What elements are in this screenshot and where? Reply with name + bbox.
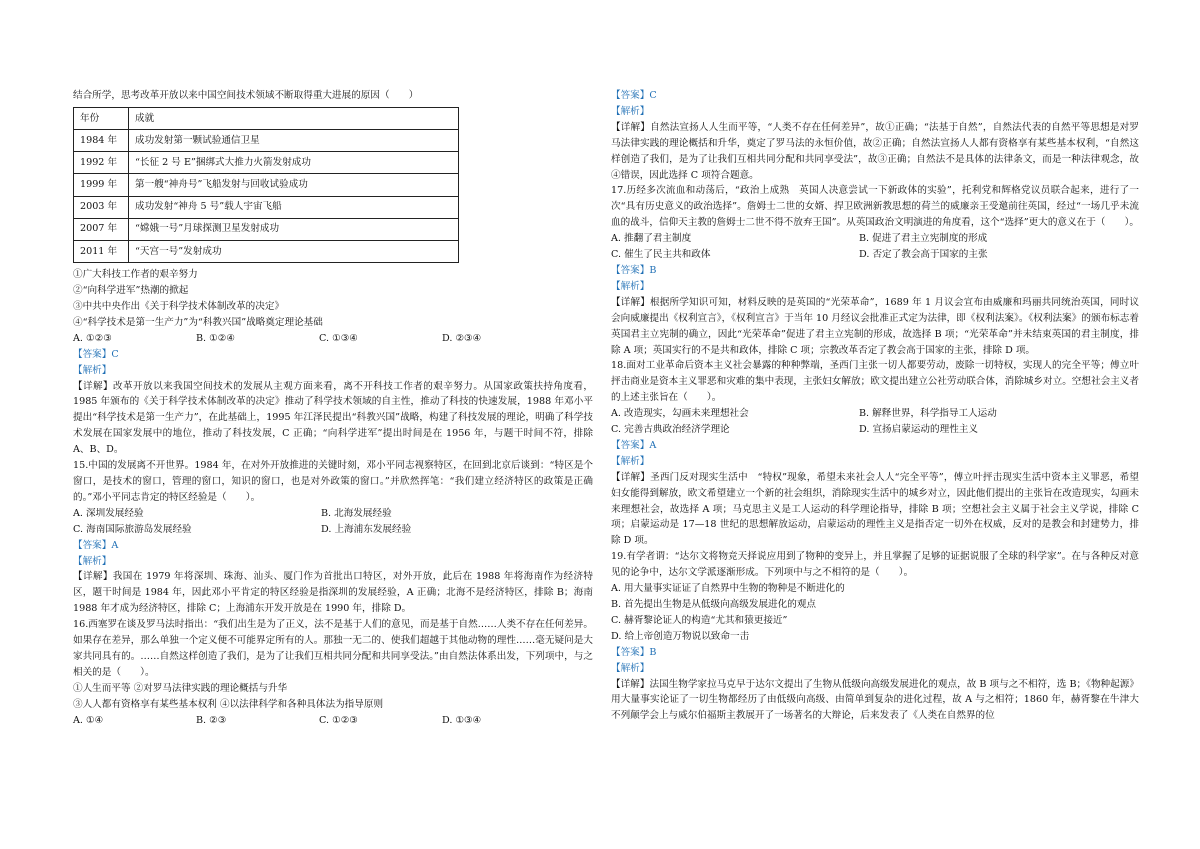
- table-cell-achievement: 成功发射第一颗试验通信卫星: [129, 130, 459, 152]
- left-column: [73, 88, 593, 729]
- q17-answer: 【答案】B: [611, 264, 657, 276]
- table-header-row: [74, 107, 459, 129]
- q16-options: [73, 713, 593, 729]
- q14-answer: 【答案】C: [73, 348, 119, 360]
- table-cell-achievement: 第一艘“神舟号”飞船发射与回收试验成功: [129, 174, 459, 196]
- table-cell-achievement: “长征 2 号 E”捆绑式大推力火箭发射成功: [129, 152, 459, 174]
- q15-stem: 15.中国的发展离不开世界。1984 年，在对外开放推进的关键时刻，邓小平同志视察特区，在回到北京后谈到：“特区是个窗口，是技术的窗口，管理的窗口，知识的窗口，也是对外政策的窗口。”并欣然挥笔：“我们建立经济特区的政策是正确的。”邓小平同志肯定的特区经验是（ ）。: [73, 460, 593, 503]
- q17-analysis-label: 【解析】: [611, 280, 650, 292]
- q18-options-row1: [611, 406, 1139, 422]
- q14-options: [73, 331, 593, 347]
- q17-detail: 【详解】根据所学知识可知，材料反映的是英国的“光荣革命”，1689 年 1 月议会宣布由威廉和玛丽共同统治英国，同时议会向威廉提出《权利宣言》，《权利宣言》于当年 10 月经议会批准正式定为法律，即《权利法案》。《权利法案》的颁布标志着英国君主立宪制的确立，因此“光荣革命”促进了君主立宪制的形成，故选择 B 项；“光荣革命”并未结束英国的君主制度，排除 A 项；英国实行的不是共和政体，排除 C 项；宗教改革否定了教会高于国家的主张，排除 D 项。: [611, 296, 1139, 356]
- table-header-year: 年份: [74, 107, 129, 129]
- q19-option-c: C. 赫胥黎论证人的构造“尤其和猿更接近”: [611, 614, 788, 626]
- q18-option-c: C. 完善古典政治经济学理论: [611, 424, 730, 436]
- q18-option-d: D. 宣扬启蒙运动的理性主义: [859, 424, 978, 436]
- q15-answer: 【答案】A: [73, 539, 119, 551]
- q18-stem: 18.面对工业革命后资本主义社会暴露的种种弊端，圣西门主张一切人都要劳动，废除一切特权，实现人的完全平等；傅立叶抨击商业是资本主义罪恶和灾难的集中表现，主张妇女解放；欧文提出建立公社劳动联合体，消除城乡对立。空想社会主义者的上述主张旨在（ ）。: [611, 360, 1139, 404]
- q16-items-1: ①人生而平等 ②对罗马法律实践的理论概括与升华: [73, 682, 288, 694]
- q17-stem: 17.历经多次流血和动荡后，“政治上成熟 英国人决意尝试一下新政体的实验”，托利党和辉格党议员联合起来，进行了一次“具有历史意义的政治选择”。詹姆士二世的女婿、捍卫欧洲新教思想的荷兰的威廉亲王受邀前往英国，经过“一场几乎未流血的战斗，信仰天主教的詹姆士二世不得不放弃王国”。从英国政治文明演进的角度看，这个“选择”更大的意义在于（ ）。: [611, 185, 1139, 229]
- table-cell-achievement: “嫦娥一号”月球探测卫星发射成功: [129, 218, 459, 240]
- q14-detail: 【详解】改革开放以来我国空间技术的发展从主观方面来看，离不开科技工作者的艰辛努力。从国家政策扶持角度看，1985 年颁布的《关于科学技术体制改革的决定》推动了科学技术领域的自主性，推动了科技的快速发展，1988 年邓小平提出“科学技术是第一生产力”，在此基础上，1995 年江泽民提出“科教兴国”战略，构建了科技发展的理论，明确了科学技术发展在国家发展中的地位，推动了科技发展，C 正确；“向科学进军”提出时间是在 1956 年，与题干时间不符，排除 A、B、D。: [73, 380, 593, 456]
- q15-option-d: D. 上海浦东发展经验: [321, 523, 412, 535]
- q17-options-row1: [611, 231, 1139, 247]
- q16-option-b: B. ②③: [196, 714, 227, 726]
- q16-detail: 【详解】自然法宣扬人人生而平等，“人类不存在任何差异”，故①正确；“法基于自然”，自然法代表的自然平等思想是对罗马法律实践的理论概括和升华，奠定了罗马法的永恒价值，故②正确；自然法宣扬人人都有资格享有某些基本权利，“自然这样创造了我们，是为了让我们互相共同分配和共同享受法”，故③正确；自然法不是具体的法律条文，而是一种法律观念，故④错误，因此选择 C 项符合题意。: [611, 121, 1139, 181]
- q15-analysis-label: 【解析】: [73, 555, 112, 567]
- q16-option-d: D. ①③④: [442, 714, 482, 726]
- table-cell-year: 1999 年: [74, 174, 129, 196]
- q19-option-b: B. 首先提出生物是从低级向高级发展进化的观点: [611, 599, 817, 610]
- q19-detail: 【详解】法国生物学家拉马克早于达尔文提出了生物从低级向高级发展进化的观点，故 B 项与之不相符，选 B；《物种起源》用大量事实论证了一切生物都经历了由低级向高级、由简单到复杂的进化过程，故 A 与之相符；1860 年，赫胥黎在牛津大不列颠学会上与威尔伯福斯主教展开了一场著名的大辩论，后来发表了《人类在自然界的位: [611, 678, 1139, 722]
- achievement-table: [73, 107, 459, 263]
- q18-option-a: A. 改造现实，勾画未来理想社会: [611, 408, 749, 420]
- q18-answer: 【答案】A: [611, 439, 657, 451]
- table-cell-year: 1984 年: [74, 130, 129, 152]
- q17-option-a: A. 推翻了君主制度: [611, 233, 692, 245]
- table-cell-achievement: 成功发射“神舟 5 号”载人宇宙飞船: [129, 196, 459, 218]
- q18-option-b: B. 解释世界，科学指导工人运动: [859, 408, 997, 420]
- q15-option-c: C. 海南国际旅游岛发展经验: [73, 523, 192, 535]
- table-row: [74, 130, 459, 152]
- table-cell-year: 2011 年: [74, 241, 129, 263]
- q19-stem: 19.有学者谓：“达尔文将物竞天择说应用到了物种的变异上，并且掌握了足够的证据说服了全球的科学家”。在与各种反对意见的论争中，达尔文学派逐渐形成。下列项中与之不相符的是（ ）。: [611, 551, 1139, 579]
- q14-stem: 结合所学，思考改革开放以来中国空间技术领域不断取得重大进展的原因（ ）: [73, 90, 419, 101]
- q18-options-row2: [611, 422, 1139, 438]
- q16-items-2: ③人人都有资格享有某些基本权利 ④以法律科学和各种具体法为指导原则: [73, 698, 384, 710]
- q19-analysis-label: 【解析】: [611, 662, 650, 674]
- q14-option-b: B. ①②④: [196, 332, 235, 344]
- table-row: [74, 152, 459, 174]
- q17-option-c: C. 催生了民主共和政体: [611, 249, 711, 261]
- q15-options-row1: [73, 506, 593, 522]
- q16-stem: 16.西塞罗在谈及罗马法时指出：“我们出生是为了正义，法不是基于人们的意见，而是基于自然……人类不存在任何差异。如果存在差异，那么单独一个定义便不可能界定所有的人。那独一无二的、使我们超越于其他动物的理性……毫无疑问是大家共同具有的。……自然这样创造了我们，是为了让我们互相共同分配和共同享受法。”由自然法体系出发，下列项中，与之相关的是（ ）。: [73, 619, 593, 678]
- q16-option-c: C. ①②③: [319, 714, 358, 726]
- table-row: [74, 241, 459, 263]
- table-cell-year: 2003 年: [74, 196, 129, 218]
- q16-option-a: A. ①④: [73, 714, 104, 726]
- q15-option-b: B. 北海发展经验: [321, 507, 392, 519]
- q15-option-a: A. 深圳发展经验: [73, 507, 144, 519]
- q14-analysis-label: 【解析】: [73, 364, 112, 376]
- q14-item-4: ④“科学技术是第一生产力”为“科教兴国”战略奠定理论基础: [73, 316, 323, 328]
- table-cell-achievement: “天宫一号”发射成功: [129, 241, 459, 263]
- q14-option-d: D. ②③④: [442, 332, 482, 344]
- q17-option-d: D. 否定了教会高于国家的主张: [859, 249, 988, 261]
- q17-option-b: B. 促进了君主立宪制度的形成: [859, 233, 988, 245]
- q18-detail: 【详解】圣西门反对现实生活中 “特权”现象，希望未来社会人人“完全平等”，傅立叶抨击现实生活中资本主义罪恶，希望妇女能得到解放，欧文希望建立一个新的社会组织，消除现实生活中的城乡对立，因此他们提出的主张旨在改造现实，勾画未来理想社会，故选择 A 项；马克思主义是工人运动的科学理论指导，排除 B 项；空想社会主义属于社会主义学说，排除 C 项；启蒙运动是 17—18 世纪的思想解放运动，启蒙运动的理性主义是指否定一切外在权威，反对的是教会和封建势力，排除 D 项。: [611, 471, 1139, 547]
- q19-option-d: D. 给上帝创造万物说以致命一击: [611, 630, 750, 642]
- table-header-achievement: 成就: [129, 107, 459, 129]
- q19-option-a: A. 用大量事实证证了自然界中生物的物种是不断进化的: [611, 583, 845, 595]
- q14-option-c: C. ①③④: [319, 332, 358, 344]
- q16-answer: 【答案】C: [611, 90, 657, 101]
- q14-item-1: ①广大科技工作者的艰辛努力: [73, 269, 198, 281]
- q18-analysis-label: 【解析】: [611, 455, 650, 467]
- table-row: [74, 174, 459, 196]
- q17-options-row2: [611, 247, 1139, 263]
- q19-answer: 【答案】B: [611, 646, 657, 658]
- q15-options-row2: [73, 522, 593, 538]
- table-row: [74, 218, 459, 240]
- q15-detail: 【详解】我国在 1979 年将深圳、珠海、汕头、厦门作为首批出口特区，对外开放，此后在 1988 年将海南作为经济特区，题干时间是 1984 年，因此邓小平肯定的特区经验是指深圳的发展经验，A 正确；北海不是经济特区，排除 B；海南 1988 年才成为经济特区，排除 C；上海浦东开发开放是在 1990 年，排除 D。: [73, 571, 593, 615]
- right-column: [611, 88, 1139, 724]
- table-cell-year: 1992 年: [74, 152, 129, 174]
- table-cell-year: 2007 年: [74, 218, 129, 240]
- q14-item-3: ③中共中央作出《关于科学技术体制改革的决定》: [73, 301, 285, 313]
- q14-option-a: A. ①②③: [73, 332, 112, 344]
- q16-analysis-label: 【解析】: [611, 105, 650, 117]
- table-row: [74, 196, 459, 218]
- q14-item-2: ②“向科学进军”热潮的掀起: [73, 285, 189, 297]
